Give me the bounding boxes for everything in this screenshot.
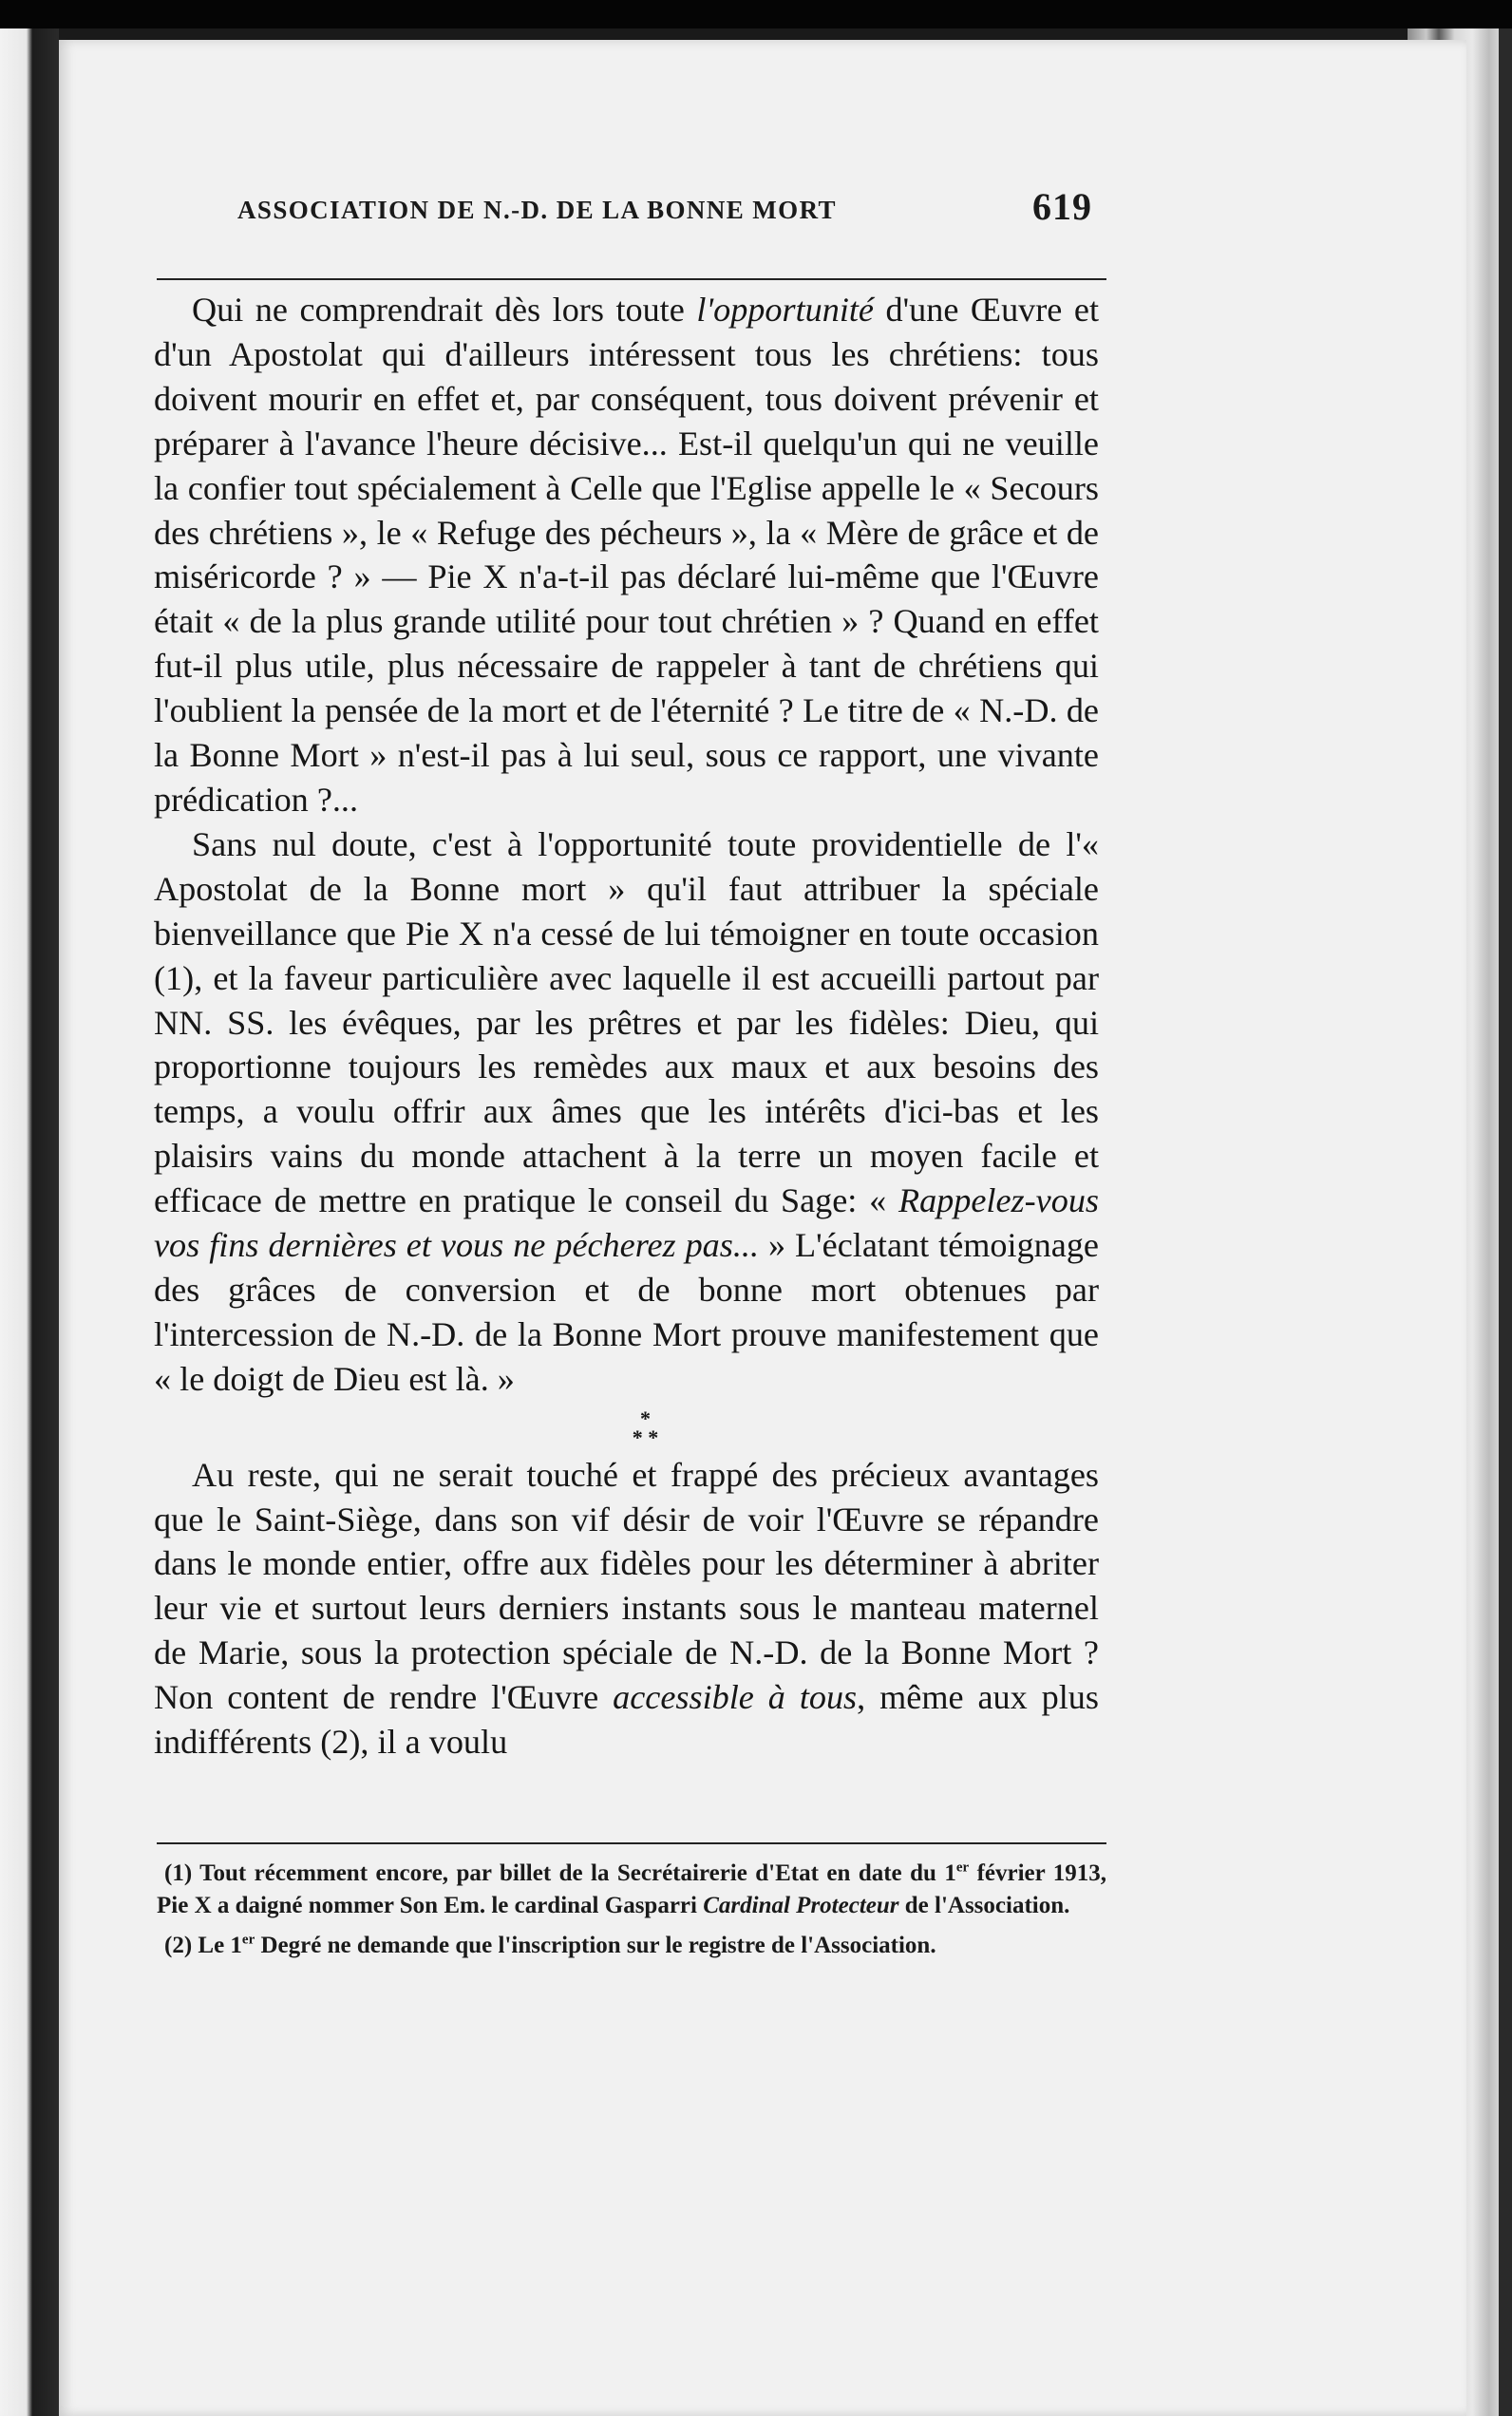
footnote-1-italic: Cardinal Protecteur (703, 1893, 899, 1918)
paragraph-1-italic: l'opportunité (696, 291, 874, 329)
footnote-2-text-b: Degré ne demande que l'inscription sur le registre de l'Association. (255, 1933, 936, 1958)
scan-right-border (1499, 28, 1512, 2416)
running-title: ASSOCIATION DE N.-D. DE LA BONNE MORT (237, 196, 837, 224)
footnote-2 (157, 1930, 1106, 1962)
paragraph-2-text-a: Sans nul doute, c'est à l'opportunité toute providentielle de l'« Apostolat de la Bonne mort » qu'il faut attribuer la spéciale bienveillance que Pie X n'a cessé de lui témoigner en toute occasion (1), et la faveur particulière avec laquelle il est accueilli partout par NN. SS. les évêques, par les prêtres et par les fidèles: Dieu, qui proportionne toujours les remèdes aux maux et aux besoins des temps, a voulu offrir aux âmes que les intérêts d'ici-bas et les plaisirs vains du monde attachent à la terre un moyen facile et efficace de mettre en pratique le conseil du Sage: « (154, 824, 1099, 1220)
page-header (237, 180, 1092, 237)
footnote-1 (157, 1858, 1106, 1922)
footnote-1-sup: er (955, 1859, 970, 1876)
paragraph-2-text-b: » L'éclatant témoignage des grâces de conversion et de bonne mort obtenues par l'intercession de N.-D. de la Bonne Mort prouve manifestement que « le doigt de Dieu est là. » (154, 1226, 1099, 1398)
paragraph-3 (154, 1453, 1099, 1765)
main-text (154, 288, 1099, 1765)
asterism (192, 1402, 1099, 1453)
header-rule (157, 278, 1106, 280)
scan-top-border (0, 0, 1512, 28)
paragraph-3-text-b: , même aux plus indifférents (2), il a voulu (154, 1678, 1099, 1762)
paragraph-1-text-b: d'une Œuvre et d'un Apostolat qui d'ailleurs intéressent tous les chrétiens: tous doivent mourir en effet et, par conséquent, tous doivent prévenir et préparer à l'avance l'heure décisive... Est-il quelqu'un qui ne veuille la confier tout spécialement à Celle que l'Eglise appelle le « Secours des chrétiens », le « Refuge des pécheurs », la « Mère de grâce et de miséricorde ? » — Pie X n'a-t-il pas déclaré lui-même que l'Œuvre était « de la plus grande utilité pour tout chrétien » ? Quand en effet fut-il plus utile, plus nécessaire de rappeler à tant de chrétiens qui l'oublient la pensée de la mort et de l'éternité ? Le titre de « N.-D. de la Bonne Mort » n'est-il pas à lui seul, sous ce rapport, une vivante prédication ?... (154, 291, 1099, 819)
footnote-1-text-c: de l'Association. (898, 1893, 1070, 1918)
paragraph-3-italic: accessible à tous (613, 1678, 858, 1717)
page-number: 619 (1032, 185, 1092, 228)
asterism-top: * (640, 1406, 651, 1430)
paragraph-2 (154, 822, 1099, 1402)
footnotes (157, 1858, 1106, 1962)
paragraph-1-text-a: Qui ne comprendrait dès lors toute (192, 291, 697, 329)
footnote-1-text-a: (1) Tout récemment encore, par billet de la Secrétairerie d'Etat en date du 1 (164, 1860, 956, 1886)
footnote-1-text-b: février 1913, Pie X a daigné nommer Son Em. le cardinal Gasparri (157, 1860, 1106, 1918)
footnote-rule (157, 1842, 1106, 1844)
scan-left-margin (0, 28, 59, 2416)
paragraph-3-text-a: Au reste, qui ne serait touché et frappé des précieux avantages que le Saint-Siège, dans son vif désir de voir l'Œuvre se répandre dans le monde entier, offre aux fidèles pour les déterminer à abriter leur vie et surtout leurs derniers instants sous le manteau maternel de Marie, sous la protection spéciale de N.-D. de la Bonne Mort ? Non content de rendre l'Œuvre (154, 1455, 1099, 1717)
asterism-bottom: * * (632, 1425, 659, 1449)
footnote-2-sup: er (241, 1932, 255, 1948)
paragraph-2-italic: Rappelez-vous vos fins dernières et vous ne pécherez pas... (154, 1181, 1099, 1265)
footnote-2-text-a: (2) Le 1 (164, 1933, 242, 1958)
paragraph-1 (154, 288, 1099, 822)
